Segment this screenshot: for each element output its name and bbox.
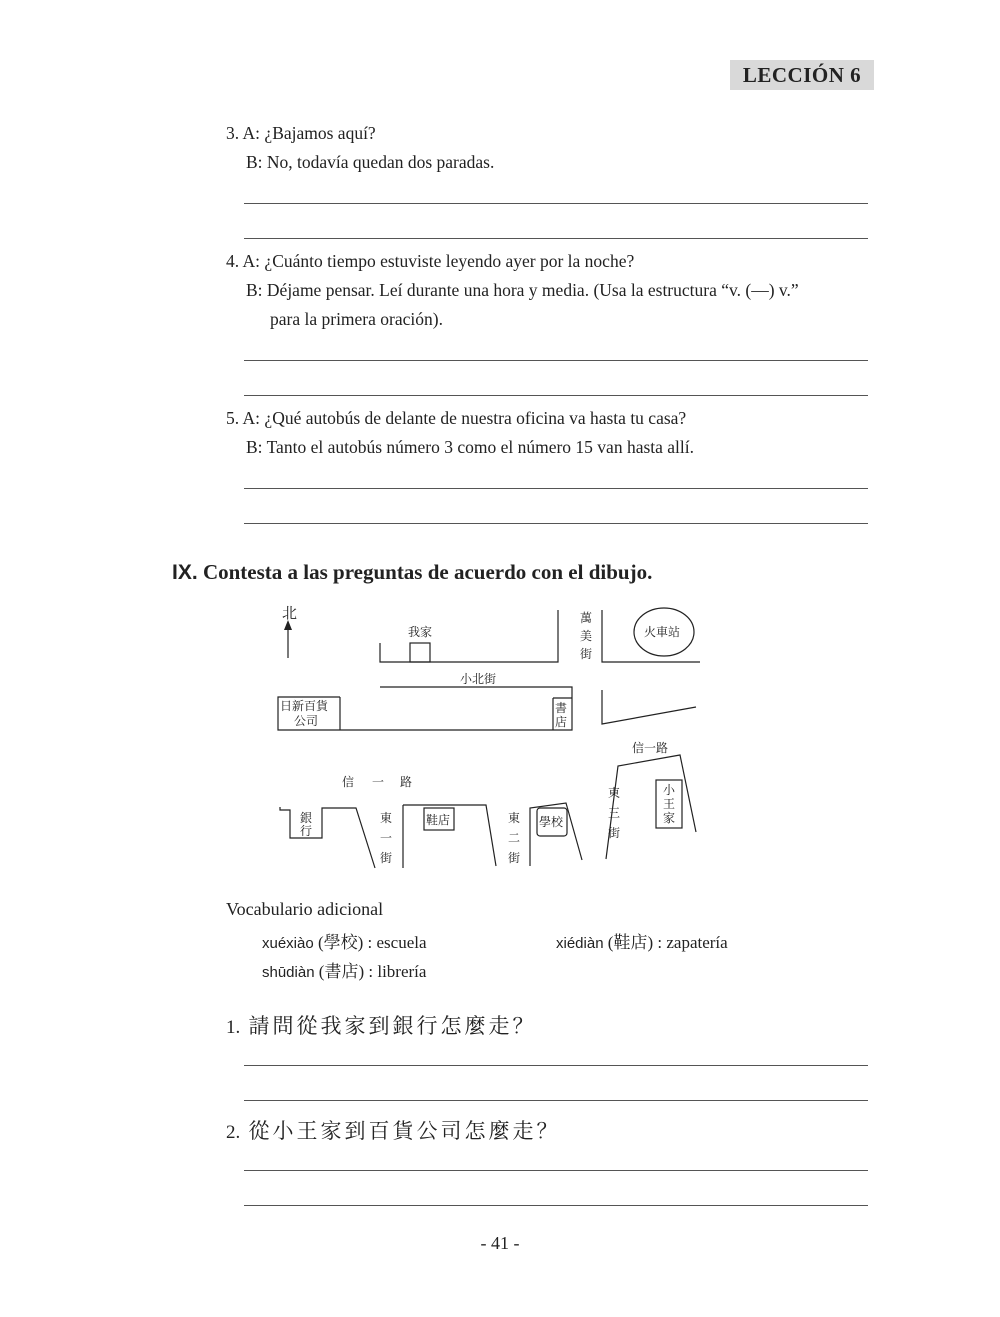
dong2-st-3: 街 (508, 851, 521, 865)
question-4-b-cont: para la primera oración). (270, 309, 443, 329)
answer-line (244, 523, 868, 524)
xiaobei-st-label: 小北街 (460, 672, 497, 686)
question-4-a (226, 251, 634, 272)
my-home-building (410, 643, 430, 662)
wanmei-st-2: 美 (580, 629, 593, 643)
vocab-meaning: : librería (368, 962, 427, 981)
vocab-item-shudian (262, 957, 426, 982)
answer-line (244, 1100, 868, 1101)
dong1-st-2: 一 (380, 831, 393, 845)
bank-label-2: 行 (300, 824, 313, 838)
wanmei-st-1: 萬 (580, 611, 593, 625)
dong2-st-1: 東 (508, 811, 521, 825)
vocab-hanzi: (鞋店) (607, 933, 654, 952)
xiaowang-home-1: 小 (663, 783, 676, 797)
question-text: A: ¿Cuánto tiempo estuviste leyendo ayer por la noche? (242, 251, 635, 271)
train-station-label: 火車站 (644, 625, 681, 639)
question-5-a (226, 408, 686, 429)
vocab-item-xiedian (556, 928, 728, 953)
answer-line (244, 488, 868, 489)
answer-line (244, 238, 868, 239)
wanmei-st-3: 街 (580, 647, 593, 661)
dong3-st-3: 街 (608, 826, 621, 840)
question-number: 1. (226, 1017, 241, 1038)
section-number: IX. (172, 561, 198, 584)
chinese-question-2 (226, 1115, 561, 1145)
xinyi-rd-left-1: 信 (342, 775, 355, 789)
bookstore-label-1: 書 (555, 701, 568, 715)
vocab-meaning: : escuela (367, 933, 427, 952)
question-4-b: B: Déjame pensar. Leí durante una hora y media. (Usa la estructura “v. (—) v.” (246, 280, 799, 300)
bank-label-1: 銀 (300, 811, 313, 825)
xinyi-rd-left-2: 一 (372, 775, 385, 789)
question-text: A: ¿Qué autobús de delante de nuestra oficina va hasta tu casa? (242, 408, 687, 428)
dong3-st-1: 東 (608, 786, 621, 800)
answer-line (244, 1170, 868, 1171)
section-title (172, 560, 652, 585)
vocab-item-xuexiao (262, 928, 427, 953)
question-number: 5. (226, 408, 240, 428)
lesson-header: LECCIÓN 6 (730, 60, 874, 90)
vocab-meaning: : zapatería (657, 933, 728, 952)
my-home-label: 我家 (408, 625, 433, 639)
answer-line (244, 203, 868, 204)
xinyi-rd-right-label: 信一路 (632, 741, 669, 755)
answer-line (244, 360, 868, 361)
dong1-st-3: 街 (380, 851, 393, 865)
question-5-b: B: Tanto el autobús número 3 como el número 15 van hasta allí. (246, 437, 695, 457)
dong2-st-2: 二 (508, 831, 521, 845)
xinyi-rd-left-3: 路 (400, 775, 413, 789)
dong3-st-2: 三 (608, 806, 621, 820)
north-label: 北 (282, 604, 298, 622)
question-text: 從小王家到百貨公司怎麼走？ (248, 1119, 561, 1143)
question-3-a (226, 123, 376, 144)
question-3-b: B: No, todavía quedan dos paradas. (246, 152, 495, 172)
vocab-hanzi: (學校) (317, 933, 364, 952)
vocab-title: Vocabulario adicional (226, 899, 384, 919)
street-map (260, 600, 720, 880)
chinese-question-1 (226, 1010, 537, 1040)
dept-store-label-2: 公司 (294, 714, 319, 728)
question-number: 2. (226, 1122, 241, 1143)
xiaowang-home-2: 王 (663, 797, 676, 811)
page-number: - 41 - (480, 1233, 520, 1253)
vocab-pinyin: xiédiàn (556, 935, 604, 952)
dong1-st-1: 東 (380, 811, 393, 825)
answer-line (244, 1205, 868, 1206)
question-number: 3. (226, 123, 240, 143)
answer-line (244, 1065, 868, 1066)
bookstore-label-2: 店 (555, 715, 568, 729)
dept-store-label-1: 日新百貨 (280, 699, 329, 713)
question-text: A: ¿Bajamos aquí? (242, 123, 376, 143)
xiaowang-home-3: 家 (663, 811, 676, 825)
question-number: 4. (226, 251, 240, 271)
answer-line (244, 395, 868, 396)
question-text: 請問從我家到銀行怎麼走？ (248, 1014, 537, 1038)
vocab-hanzi: (書店) (318, 962, 365, 981)
shoe-store-label: 鞋店 (426, 813, 451, 827)
vocab-pinyin: shūdiàn (262, 964, 315, 981)
school-label: 學校 (539, 815, 564, 829)
vocab-pinyin: xuéxiào (262, 935, 314, 952)
section-heading: Contesta a las preguntas de acuerdo con el dibujo. (202, 560, 653, 584)
